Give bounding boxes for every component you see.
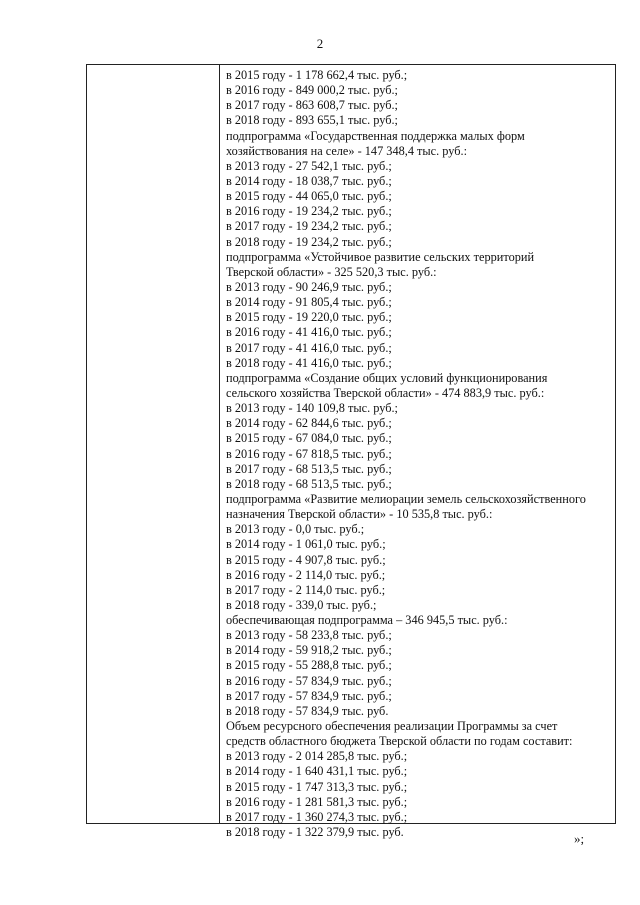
text-line: хозяйствования на селе» - 147 348,4 тыс. руб.: [226, 143, 468, 158]
text-line: в 2016 году - 849 000,2 тыс. руб.; [226, 83, 398, 98]
text-line: в 2015 году - 19 220,0 тыс. руб.; [226, 310, 392, 325]
text-line: в 2017 году - 1 360 274,3 тыс. руб.; [226, 809, 408, 824]
text-line: в 2017 году - 19 234,2 тыс. руб.; [226, 219, 392, 234]
text-line: в 2013 году - 140 109,8 тыс. руб.; [226, 401, 398, 416]
text-line: обеспечивающая подпрограмма – 346 945,5 тыс. руб.: [226, 613, 508, 628]
text-line: в 2016 году - 1 281 581,3 тыс. руб.; [226, 794, 408, 809]
text-line: в 2018 году - 893 655,1 тыс. руб.; [226, 113, 398, 128]
text-line: в 2018 году - 57 834,9 тыс. руб. [226, 703, 389, 718]
text-line: в 2013 году - 0,0 тыс. руб.; [226, 522, 365, 537]
text-line: в 2013 году - 90 246,9 тыс. руб.; [226, 279, 392, 294]
text-line: подпрограмма «Развитие мелиорации земель сельскохозяйственного [226, 491, 586, 506]
text-line: в 2014 году - 91 805,4 тыс. руб.; [226, 295, 392, 310]
page-number: 2 [316, 36, 324, 51]
text-line: в 2014 году - 1 061,0 тыс. руб.; [226, 537, 386, 552]
text-line: в 2013 году - 27 542,1 тыс. руб.; [226, 158, 392, 173]
closing-quote-mark: »; [574, 831, 585, 846]
text-line: в 2016 году - 41 416,0 тыс. руб.; [226, 325, 392, 340]
text-line: в 2017 году - 41 416,0 тыс. руб.; [226, 340, 392, 355]
text-line: в 2014 году - 1 640 431,1 тыс. руб.; [226, 764, 408, 779]
text-line: в 2014 году - 18 038,7 тыс. руб.; [226, 173, 392, 188]
text-line: в 2013 году - 2 014 285,8 тыс. руб.; [226, 749, 408, 764]
text-line: в 2015 году - 4 907,8 тыс. руб.; [226, 552, 386, 567]
text-line: в 2015 году - 1 747 313,3 тыс. руб.; [226, 779, 408, 794]
text-line: в 2018 году - 339,0 тыс. руб.; [226, 597, 377, 612]
text-line: подпрограмма «Государственная поддержка малых форм [226, 128, 525, 143]
text-line: в 2017 году - 863 608,7 тыс. руб.; [226, 98, 398, 113]
text-line: Объем ресурсного обеспечения реализации Программы за счет [226, 719, 558, 734]
text-line: в 2017 году - 68 513,5 тыс. руб.; [226, 461, 392, 476]
text-line: подпрограмма «Устойчивое развитие сельских территорий [226, 249, 535, 264]
text-line: Тверской области» - 325 520,3 тыс. руб.: [226, 264, 437, 279]
text-line: в 2018 году - 1 322 379,9 тыс. руб. [226, 825, 404, 840]
text-line: в 2015 году - 44 065,0 тыс. руб.; [226, 189, 392, 204]
text-line: в 2016 году - 57 834,9 тыс. руб.; [226, 673, 392, 688]
text-line: сельского хозяйства Тверской области» - 474 883,9 тыс. руб.: [226, 385, 545, 400]
text-line: в 2018 году - 19 234,2 тыс. руб.; [226, 234, 392, 249]
text-line: в 2017 году - 57 834,9 тыс. руб.; [226, 688, 392, 703]
text-line: в 2015 году - 55 288,8 тыс. руб.; [226, 658, 392, 673]
text-line: в 2015 году - 1 178 662,4 тыс. руб.; [226, 68, 408, 82]
text-line: в 2014 году - 59 918,2 тыс. руб.; [226, 643, 392, 658]
text-line: в 2015 году - 67 084,0 тыс. руб.; [226, 431, 392, 446]
text-line: в 2014 году - 62 844,6 тыс. руб.; [226, 416, 392, 431]
text-line: в 2016 году - 67 818,5 тыс. руб.; [226, 446, 392, 461]
table-left-cell [87, 65, 220, 823]
text-line: в 2018 году - 41 416,0 тыс. руб.; [226, 355, 392, 370]
text-line: назначения Тверской области» - 10 535,8 тыс. руб.: [226, 507, 493, 522]
text-line: в 2016 году - 19 234,2 тыс. руб.; [226, 204, 392, 219]
text-line: средств областного бюджета Тверской области по годам составит: [226, 734, 573, 749]
text-line: в 2013 году - 58 233,8 тыс. руб.; [226, 628, 392, 643]
text-line: в 2017 году - 2 114,0 тыс. руб.; [226, 582, 386, 597]
text-line: подпрограмма «Создание общих условий функционирования [226, 370, 548, 385]
table-right-cell [226, 68, 614, 840]
text-line: в 2016 году - 2 114,0 тыс. руб.; [226, 567, 386, 582]
funding-table [86, 64, 616, 840]
text-line: в 2018 году - 68 513,5 тыс. руб.; [226, 476, 392, 491]
